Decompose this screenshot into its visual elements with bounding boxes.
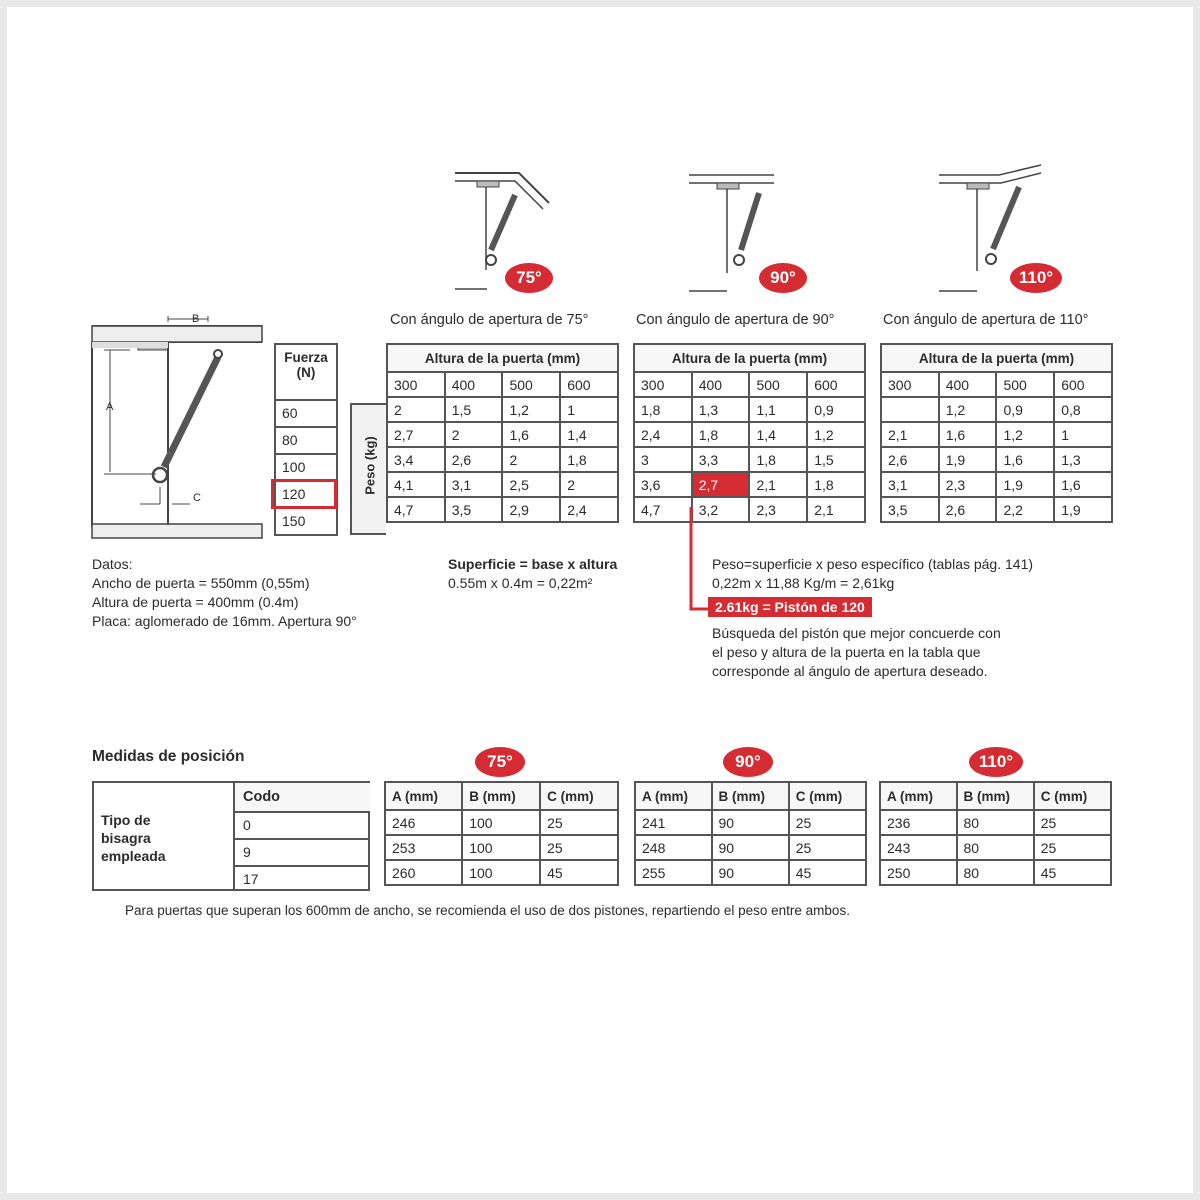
weight-cell: 1,4 <box>560 422 618 447</box>
search-line: Búsqueda del pistón que mejor concuerde con <box>712 625 1001 641</box>
search-block <box>712 624 1001 681</box>
hinge-label-line: bisagra <box>101 830 151 846</box>
position-cell: 90 <box>712 835 789 860</box>
weight-cell: 1,1 <box>749 397 807 422</box>
weight-cell: 1,8 <box>692 422 750 447</box>
table-row <box>634 497 865 522</box>
position-table-110 <box>879 781 1112 886</box>
position-cell: 248 <box>635 835 712 860</box>
table-row <box>387 422 618 447</box>
position-cell: 25 <box>1034 835 1111 860</box>
height-header-row <box>634 344 865 372</box>
angle-badge-75: 75° <box>505 263 553 293</box>
angle-badge-110: 110° <box>1010 263 1062 293</box>
caption-90: Con ángulo de apertura de 90° <box>636 312 835 328</box>
table-row <box>387 397 618 422</box>
position-cell: 243 <box>880 835 957 860</box>
height-header-row <box>387 344 618 372</box>
weight-cell: 3 <box>634 447 692 472</box>
superficie-calc: 0.55m x 0.4m = 0,22m² <box>448 575 593 591</box>
position-cell: 90 <box>712 860 789 885</box>
height-columns-row <box>881 372 1112 397</box>
footnote: Para puertas que superan los 600mm de ancho, se recomienda el uso de dos pistones, repartiendo el peso entre ambos. <box>125 903 850 918</box>
weight-cell: 1,9 <box>939 447 997 472</box>
weight-cell: 1,3 <box>692 397 750 422</box>
table-row <box>385 810 618 835</box>
height-column: 600 <box>560 372 618 397</box>
position-table-90 <box>634 781 867 886</box>
position-cell: 25 <box>789 835 866 860</box>
weight-cell: 2,5 <box>502 472 560 497</box>
peso-calc: 0,22m x 11,88 Kg/m = 2,61kg <box>712 575 895 591</box>
position-column: C (mm) <box>540 782 618 810</box>
position-column: A (mm) <box>385 782 462 810</box>
caption-110: Con ángulo de apertura de 110° <box>883 312 1089 328</box>
position-cell: 260 <box>385 860 462 885</box>
height-header: Altura de la puerta (mm) <box>387 344 618 372</box>
weight-table-110 <box>880 343 1113 523</box>
height-column: 300 <box>387 372 445 397</box>
weight-cell: 3,3 <box>692 447 750 472</box>
weight-cell: 1,2 <box>939 397 997 422</box>
codo-value: 0 <box>235 813 370 840</box>
weight-cell: 1,8 <box>560 447 618 472</box>
position-cell: 100 <box>462 835 540 860</box>
position-cell: 246 <box>385 810 462 835</box>
peso-block <box>712 555 1033 593</box>
weight-cell: 1 <box>560 397 618 422</box>
weight-cell: 1,8 <box>749 447 807 472</box>
force-header-line2: (N) <box>296 365 316 380</box>
position-badge-110: 110° <box>969 747 1023 777</box>
datos-title: Datos: <box>92 556 133 572</box>
position-column: B (mm) <box>462 782 540 810</box>
weight-cell: 3,5 <box>881 497 939 522</box>
position-header-row <box>385 782 618 810</box>
position-cell: 236 <box>880 810 957 835</box>
weight-cell: 3,5 <box>445 497 503 522</box>
weight-cell: 1,3 <box>1054 447 1112 472</box>
weight-cell: 0,9 <box>807 397 865 422</box>
weight-cell: 1,6 <box>996 447 1054 472</box>
force-header-line1: Fuerza <box>284 350 328 365</box>
weight-cell: 2 <box>445 422 503 447</box>
weight-cell <box>881 397 939 422</box>
weight-cell: 3,2 <box>692 497 750 522</box>
weight-cell: 2,7 <box>387 422 445 447</box>
table-row <box>634 397 865 422</box>
position-cell: 241 <box>635 810 712 835</box>
codo-value: 17 <box>243 871 259 887</box>
weight-cell: 2 <box>502 447 560 472</box>
weight-cell: 1,9 <box>996 472 1054 497</box>
height-column: 300 <box>634 372 692 397</box>
table-row <box>880 835 1111 860</box>
weight-cell: 3,1 <box>881 472 939 497</box>
table-row <box>881 422 1112 447</box>
table-row <box>635 860 866 885</box>
position-column: B (mm) <box>957 782 1034 810</box>
result-box: 2.61kg = Pistón de 120 <box>708 597 872 617</box>
position-cell: 250 <box>880 860 957 885</box>
position-header-row <box>880 782 1111 810</box>
height-column: 500 <box>996 372 1054 397</box>
position-cell: 45 <box>1034 860 1111 885</box>
position-badge-75: 75° <box>475 747 525 777</box>
weight-cell: 1,2 <box>502 397 560 422</box>
position-column: C (mm) <box>1034 782 1111 810</box>
weight-cell: 2,1 <box>881 422 939 447</box>
position-cell: 25 <box>789 810 866 835</box>
position-cell: 253 <box>385 835 462 860</box>
table-row <box>387 472 618 497</box>
weight-cell: 2 <box>560 472 618 497</box>
weight-cell: 2,1 <box>807 497 865 522</box>
table-row <box>385 835 618 860</box>
weight-cell: 2,1 <box>749 472 807 497</box>
weight-cell: 2,2 <box>996 497 1054 522</box>
position-cell: 80 <box>957 860 1034 885</box>
weight-cell: 1,8 <box>807 472 865 497</box>
weight-cell: 2,4 <box>634 422 692 447</box>
weight-cell: 0,9 <box>996 397 1054 422</box>
table-row <box>880 860 1111 885</box>
height-column: 400 <box>692 372 750 397</box>
weight-cell: 1,4 <box>749 422 807 447</box>
force-value: 80 <box>276 428 336 455</box>
height-column: 500 <box>502 372 560 397</box>
position-header-row <box>635 782 866 810</box>
dim-label-a: A <box>106 401 114 413</box>
position-cell: 80 <box>957 810 1034 835</box>
table-row <box>635 835 866 860</box>
angle-badge-90: 90° <box>759 263 807 293</box>
hinge-label-line: empleada <box>101 848 166 864</box>
weight-cell: 2,6 <box>881 447 939 472</box>
weight-cell: 1,6 <box>939 422 997 447</box>
weight-cell: 3,4 <box>387 447 445 472</box>
catalog-sheet <box>7 7 1193 1193</box>
search-line: el peso y altura de la puerta en la tabla que <box>712 644 981 660</box>
table-row <box>881 497 1112 522</box>
weight-table-90 <box>633 343 866 523</box>
dim-label-b: B <box>192 313 200 325</box>
weight-cell: 1,6 <box>502 422 560 447</box>
weight-cell: 2,9 <box>502 497 560 522</box>
weight-cell: 2,6 <box>939 497 997 522</box>
weight-cell: 2,3 <box>749 497 807 522</box>
position-cell: 45 <box>540 860 618 885</box>
superficie-title: Superficie = base x altura <box>448 556 618 572</box>
weight-cell: 1,9 <box>1054 497 1112 522</box>
weight-cell: 2,3 <box>939 472 997 497</box>
force-value: 120 <box>276 482 336 509</box>
codo-header: Codo <box>235 783 370 813</box>
height-column: 600 <box>1054 372 1112 397</box>
datos-line: Ancho de puerta = 550mm (0,55m) <box>92 575 310 591</box>
force-value: 100 <box>276 455 336 482</box>
position-column: B (mm) <box>712 782 789 810</box>
weight-cell: 0,8 <box>1054 397 1112 422</box>
table-row <box>880 810 1111 835</box>
table-row <box>881 397 1112 422</box>
force-value: 60 <box>276 401 336 428</box>
height-columns-row <box>634 372 865 397</box>
position-column: A (mm) <box>880 782 957 810</box>
table-row <box>635 810 866 835</box>
table-row <box>385 860 618 885</box>
position-cell: 25 <box>540 835 618 860</box>
caption-75: Con ángulo de apertura de 75° <box>390 312 589 328</box>
force-highlight-box <box>271 479 337 509</box>
position-cell: 255 <box>635 860 712 885</box>
height-column: 400 <box>445 372 503 397</box>
height-header: Altura de la puerta (mm) <box>881 344 1112 372</box>
weight-cell: 3,6 <box>634 472 692 497</box>
position-cell: 90 <box>712 810 789 835</box>
weight-axis-label: Peso (kg) <box>362 436 378 495</box>
position-title: Medidas de posición <box>92 748 245 765</box>
weight-cell: 1,8 <box>634 397 692 422</box>
weight-cell: 3,1 <box>445 472 503 497</box>
hinge-type-table <box>92 781 370 891</box>
weight-cell: 2 <box>387 397 445 422</box>
codo-value: 9 <box>235 840 370 867</box>
table-row <box>881 472 1112 497</box>
datos-line: Placa: aglomerado de 16mm. Apertura 90° <box>92 613 357 629</box>
dim-label-c: C <box>193 492 201 504</box>
weight-cell: 4,7 <box>387 497 445 522</box>
table-row <box>387 497 618 522</box>
table-row <box>387 447 618 472</box>
table-row <box>881 447 1112 472</box>
height-header-row <box>881 344 1112 372</box>
datos-block <box>92 555 357 631</box>
weight-cell: 1,2 <box>996 422 1054 447</box>
weight-cell: 1 <box>1054 422 1112 447</box>
height-columns-row <box>387 372 618 397</box>
table-row <box>634 422 865 447</box>
position-cell: 100 <box>462 810 540 835</box>
height-column: 600 <box>807 372 865 397</box>
peso-title: Peso=superficie x peso específico (tablas pág. 141) <box>712 556 1034 572</box>
weight-cell: 4,7 <box>634 497 692 522</box>
weight-cell: 1,2 <box>807 422 865 447</box>
table-row <box>634 472 865 497</box>
dimension-diagram <box>90 312 270 542</box>
height-column: 300 <box>881 372 939 397</box>
weight-cell: 1,5 <box>445 397 503 422</box>
position-cell: 80 <box>957 835 1034 860</box>
height-header: Altura de la puerta (mm) <box>634 344 865 372</box>
weight-cell: 1,5 <box>807 447 865 472</box>
position-column: C (mm) <box>789 782 866 810</box>
weight-cell: 2,4 <box>560 497 618 522</box>
superficie-block <box>448 555 617 593</box>
weight-cell: 2,7 <box>692 472 750 497</box>
table-row <box>634 447 865 472</box>
position-cell: 100 <box>462 860 540 885</box>
height-column: 400 <box>939 372 997 397</box>
position-cell: 25 <box>540 810 618 835</box>
datos-line: Altura de puerta = 400mm (0.4m) <box>92 594 299 610</box>
position-cell: 25 <box>1034 810 1111 835</box>
force-value: 150 <box>282 513 306 529</box>
position-cell: 45 <box>789 860 866 885</box>
search-line: corresponde al ángulo de apertura deseado. <box>712 663 988 679</box>
hinge-type-label <box>101 811 166 865</box>
position-column: A (mm) <box>635 782 712 810</box>
weight-cell: 4,1 <box>387 472 445 497</box>
height-column: 500 <box>749 372 807 397</box>
hinge-label-line: Tipo de <box>101 812 151 828</box>
position-table-75 <box>384 781 619 886</box>
weight-table-75 <box>386 343 619 523</box>
weight-cell: 2,6 <box>445 447 503 472</box>
position-badge-90: 90° <box>723 747 773 777</box>
weight-cell: 1,6 <box>1054 472 1112 497</box>
